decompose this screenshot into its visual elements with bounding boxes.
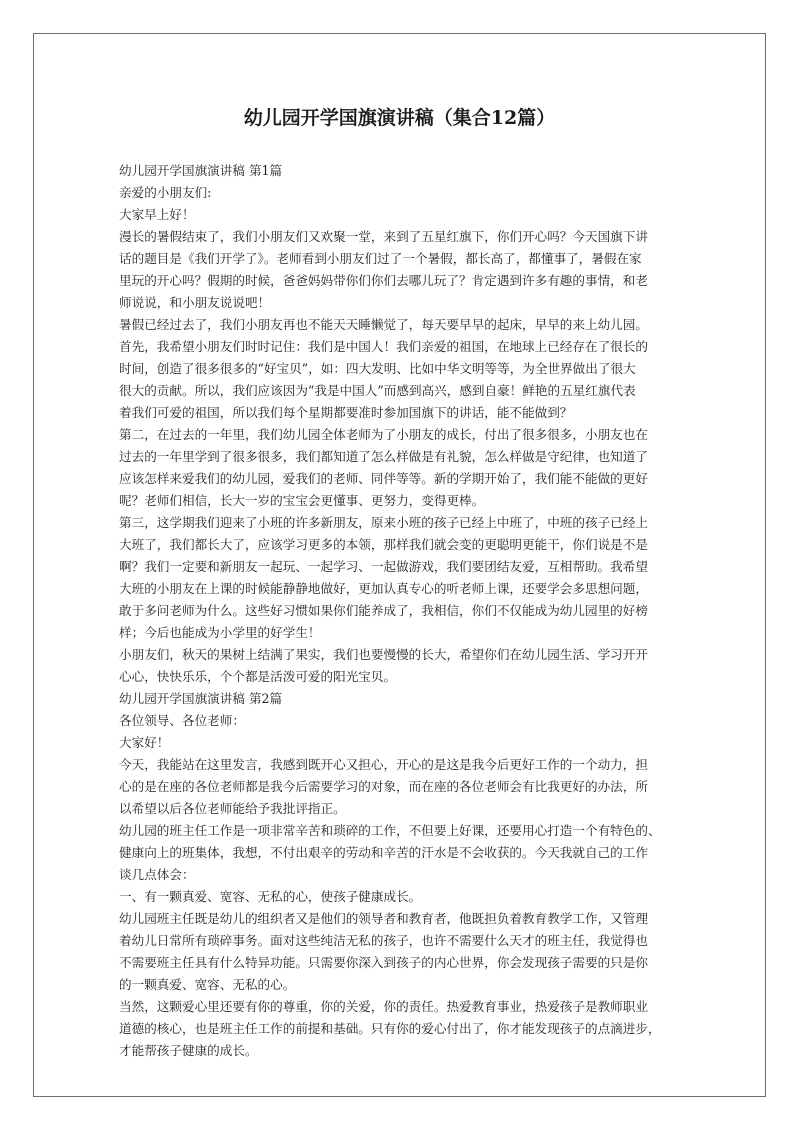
text-line: 着幼儿日常所有琐碎事务。面对这些纯洁无私的孩子，也许不需要什么天才的班主任，我觉得也: [119, 933, 648, 948]
text-line: 啊？我们一定要和新朋友一起玩、一起学习、一起做游戏，我们要团结友爱，互相帮助。我希望: [119, 559, 648, 574]
text-line: 暑假已经过去了，我们小朋友再也不能天天睡懒觉了，每天要早早的起床，早早的来上幼儿园。: [119, 317, 648, 332]
text-line: 大家早上好！: [119, 207, 195, 222]
text-line: 漫长的暑假结束了，我们小朋友们又欢聚一堂，来到了五星红旗下，你们开心吗？今天国旗下讲: [119, 229, 648, 244]
text-line: 心的是在座的各位老师都是我今后需要学习的对象，而在座的各位老师会有比我更好的办法，所: [119, 779, 648, 794]
text-line: 道德的核心，也是班主任工作的前提和基础。只有你的爱心付出了，你才能发现孩子的点滴进步，: [119, 1021, 661, 1036]
text-line: 才能帮孩子健康的成长。: [119, 1043, 258, 1058]
text-line: 以希望以后各位老师能给予我批评指正。: [119, 801, 346, 816]
text-line: 当然，这颗爱心里还要有你的尊重，你的关爱，你的责任。热爱教育事业，热爱孩子是教师职业: [119, 999, 648, 1014]
text-line: 小朋友们，秋天的果树上结满了果实，我们也要慢慢的长大，希望你们在幼儿园生活、学习开开: [119, 647, 648, 662]
text-line: 时间，创造了很多很多的“好宝贝”，如：四大发明、比如中华文明等等，为全世界做出了很大: [119, 361, 636, 376]
text-line: 里玩的开心吗？假期的时候，爸爸妈妈带你们你们去哪儿玩了？肯定遇到许多有趣的事情，和老: [119, 273, 648, 288]
text-line: 谈几点体会：: [119, 867, 195, 882]
text-line: 今天，我能站在这里发言，我感到既开心又担心，开心的是这是我今后更好工作的一个动力，担: [119, 757, 648, 772]
text-line: 亲爱的小朋友们:: [119, 185, 212, 200]
document-body: [119, 160, 682, 1062]
text-line: 幼儿园班主任既是幼儿的组织者又是他们的领导者和教育者，他既担负着教育教学工作，又管理: [119, 911, 648, 926]
text-line: 过去的一年里学到了很多很多，我们都知道了怎么样做是有礼貌，怎么样做是守纪律，也知道了: [119, 449, 648, 464]
document-title: 幼儿园开学国旗演讲稿（集合12篇）: [243, 107, 556, 129]
text-line: 师说说，和小朋友说说吧！: [119, 295, 271, 310]
text-line: 敢于多问老师为什么。这些好习惯如果你们能养成了，我相信，你们不仅能成为幼儿园里的好榜: [119, 603, 648, 618]
text-line: 幼儿园的班主任工作是一项非常辛苦和琐碎的工作，不但要上好课，还要用心打造一个有特色的、: [119, 823, 661, 838]
text-line: 样；今后也能成为小学里的好学生！: [119, 625, 321, 640]
text-line: 不需要班主任具有什么特异功能。只需要你深入到孩子的内心世界，你会发现孩子需要的只是你: [119, 955, 648, 970]
text-line: 健康向上的班集体，我想，不付出艰辛的劳动和辛苦的汗水是不会收获的。今天我就自己的工作: [119, 845, 648, 860]
text-line: 一、有一颗真爱、宽容、无私的心，使孩子健康成长。: [119, 889, 422, 904]
text-line: 大家好！: [119, 735, 170, 750]
text-line: 幼儿园开学国旗演讲稿 第2篇: [119, 691, 283, 706]
text-line: 各位领导、各位老师：: [119, 713, 245, 728]
text-line: 的一颗真爱、宽容、无私的心。: [119, 977, 296, 992]
text-line: 心心，快快乐乐，个个都是活泼可爱的阳光宝贝。: [119, 669, 397, 684]
text-line: 第二，在过去的一年里，我们幼儿园全体老师为了小朋友的成长，付出了很多很多，小朋友也在: [119, 427, 648, 442]
text-line: 话的题目是《我们开学了》。老师看到小朋友们过了一个暑假，都长高了，都懂事了，暑假在家: [119, 251, 642, 266]
text-line: 大班了，我们都长大了，应该学习更多的本领，那样我们就会变的更聪明更能干，你们说是不是: [119, 537, 648, 552]
text-line: 第三，这学期我们迎来了小班的许多新朋友，原来小班的孩子已经上中班了，中班的孩子已经上: [119, 515, 648, 530]
text-line: 大班的小朋友在上课的时候能静静地做好，更加认真专心的听老师上课，还要学会多思想问题，: [119, 581, 648, 596]
text-line: 很大的贡献。所以，我们应该因为“我是中国人”而感到高兴，感到自豪！鲜艳的五星红旗代表: [119, 383, 636, 398]
text-line: 首先，我希望小朋友们时时记住：我们是中国人！我们亲爱的祖国，在地球上已经存在了很长的: [119, 339, 648, 354]
text-line: 应该怎样来爱我们的幼儿园，爱我们的老师、同伴等等。新的学期开始了，我们能不能做的更好: [119, 471, 648, 486]
text-line: 幼儿园开学国旗演讲稿 第1篇: [119, 163, 283, 178]
text-line: 着我们可爱的祖国，所以我们每个星期都要准时参加国旗下的讲话，能不能做到？: [119, 405, 573, 420]
text-line: 呢？老师们相信，长大一岁的宝宝会更懂事、更努力，变得更棒。: [119, 493, 485, 508]
